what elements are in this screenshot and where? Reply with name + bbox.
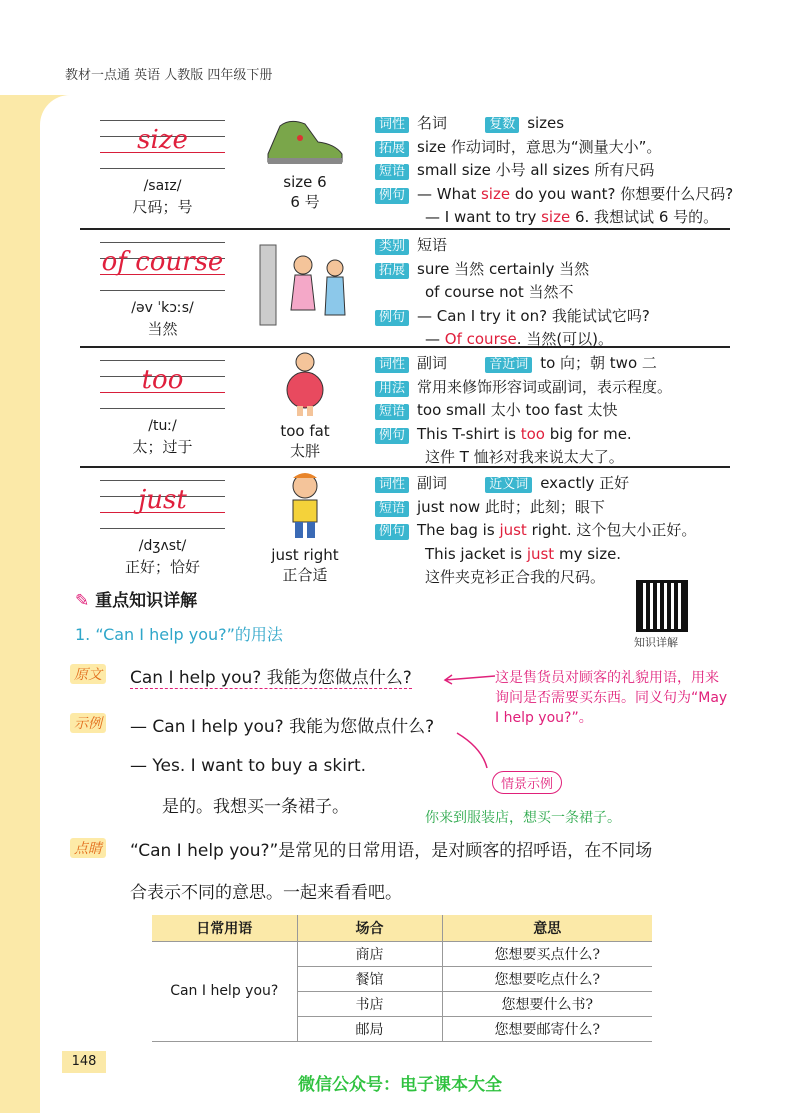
info-text: — I want to try bbox=[425, 208, 542, 226]
usage-table bbox=[152, 915, 652, 1042]
info-text: 6. 我想试试 6 号的。 bbox=[570, 208, 719, 226]
tag: 拓展 bbox=[375, 263, 409, 279]
table-cell-phrase: Can I help you? bbox=[152, 941, 297, 1041]
example-question: — Can I help you? 我能为您做点什么? bbox=[130, 717, 435, 737]
table-header: 场合 bbox=[297, 915, 442, 941]
info-text: do you want? 你想要什么尺码? bbox=[510, 184, 734, 203]
info-text: right. 这个包大小正好。 bbox=[526, 521, 697, 539]
illustration bbox=[255, 114, 355, 212]
info-text: size 作动词时，意思为“测量大小”。 bbox=[417, 137, 662, 156]
label-example: 示例 bbox=[70, 713, 106, 733]
word-meaning: 太；过于 bbox=[132, 438, 193, 456]
info-text: — bbox=[425, 330, 445, 348]
section-title bbox=[75, 586, 197, 611]
tag: 音近词 bbox=[485, 357, 532, 373]
fat-person-icon bbox=[275, 350, 335, 418]
word-meaning: 尺码；号 bbox=[132, 198, 193, 216]
illustration bbox=[255, 240, 355, 334]
info-text: 副词 bbox=[417, 474, 448, 492]
pic-caption-cn: 6 号 bbox=[290, 193, 320, 211]
tag: 词性 bbox=[375, 357, 409, 373]
highlight: size bbox=[541, 208, 571, 226]
pic-caption: just right bbox=[271, 546, 339, 564]
phonetic: /əv ˈkɔːs/ bbox=[131, 300, 194, 316]
info-text: exactly 正好 bbox=[540, 474, 630, 492]
table-cell: 书店 bbox=[297, 991, 442, 1016]
word-info bbox=[375, 234, 735, 352]
tag: 短语 bbox=[375, 501, 409, 517]
vocab-entry-size bbox=[80, 108, 734, 230]
highlight: Of course bbox=[444, 330, 517, 348]
arrow-icon bbox=[440, 668, 500, 688]
scene-text: 你来到服装店，想买一条裙子。 bbox=[425, 810, 621, 826]
table-cell: 您想要吃点什么? bbox=[442, 966, 652, 991]
scene-bubble: 情景示例 bbox=[492, 771, 562, 794]
tag: 用法 bbox=[375, 381, 409, 397]
footer-watermark: 微信公众号：电子课本大全 bbox=[298, 1075, 502, 1095]
table-header: 日常用语 bbox=[152, 915, 297, 941]
info-text: — What bbox=[417, 184, 481, 203]
original-text: Can I help you? 我能为您做点什么? bbox=[130, 663, 412, 689]
pic-caption-cn: 正合适 bbox=[282, 566, 328, 584]
shopping-scene-icon bbox=[255, 240, 355, 330]
highlight: size bbox=[480, 184, 511, 203]
illustration bbox=[255, 470, 355, 585]
highlight: just bbox=[526, 544, 555, 563]
arrow-icon bbox=[452, 728, 492, 773]
point-line-1: “Can I help you?”是常见的日常用语，是对顾客的招呼语，在不同场 bbox=[130, 841, 653, 861]
info-text: . 当然(可以)。 bbox=[516, 330, 614, 348]
info-text: to 向；朝 two 二 bbox=[540, 354, 657, 372]
word-info bbox=[375, 472, 735, 590]
word-meaning: 正好；恰好 bbox=[124, 558, 200, 576]
phonetic: /tuː/ bbox=[148, 418, 177, 434]
table-cell: 餐馆 bbox=[297, 966, 442, 991]
info-text: 短语 bbox=[417, 236, 448, 254]
word-box bbox=[100, 120, 225, 217]
pic-caption: size 6 bbox=[283, 173, 327, 191]
vocab-entry-of-course bbox=[80, 230, 730, 348]
tag: 类别 bbox=[375, 239, 409, 255]
word-box bbox=[100, 480, 225, 577]
tag: 例句 bbox=[375, 310, 409, 326]
info-text: 这件夹克衫正合我的尺码。 bbox=[425, 568, 606, 586]
table-cell: 商店 bbox=[297, 941, 442, 966]
vocab-word: size bbox=[137, 125, 188, 155]
highlight: too bbox=[520, 424, 545, 443]
tag: 词性 bbox=[375, 117, 409, 133]
vocab-word: of course bbox=[101, 247, 224, 277]
tag: 拓展 bbox=[375, 141, 409, 157]
tag: 例句 bbox=[375, 188, 409, 204]
table-cell: 您想要什么书? bbox=[442, 991, 652, 1016]
table-header: 意思 bbox=[442, 915, 652, 941]
pic-caption: too fat bbox=[280, 422, 330, 440]
tag: 近义词 bbox=[485, 477, 532, 493]
info-text: This T-shirt is bbox=[417, 424, 521, 443]
info-text: 常用来修饰形容词或副词，表示程度。 bbox=[417, 377, 673, 396]
example-answer-cn: 是的。我想买一条裙子。 bbox=[162, 797, 349, 817]
info-text: sizes bbox=[527, 114, 565, 132]
shoe-icon bbox=[260, 114, 350, 169]
qr-label: 知识详解 bbox=[634, 636, 678, 649]
tag: 例句 bbox=[375, 524, 409, 540]
info-text: sure 当然 certainly 当然 bbox=[417, 259, 590, 278]
vocab-entry-too bbox=[80, 348, 730, 468]
section-title-text: 重点知识详解 bbox=[95, 591, 198, 611]
tag: 短语 bbox=[375, 404, 409, 420]
label-original: 原文 bbox=[70, 664, 106, 684]
info-text: of course not 当然不 bbox=[425, 283, 574, 301]
info-text: too small 太小 too fast 太快 bbox=[417, 401, 618, 419]
tag: 词性 bbox=[375, 477, 409, 493]
table-cell: 您想要邮寄什么? bbox=[442, 1016, 652, 1041]
vocab-entry-just bbox=[80, 468, 730, 586]
illustration bbox=[255, 350, 355, 461]
boy-icon bbox=[275, 470, 335, 542]
info-text: 这件 T 恤衫对我来说太大了。 bbox=[425, 448, 624, 466]
table-row bbox=[152, 941, 652, 966]
info-text: big for me. bbox=[544, 424, 632, 443]
word-meaning: 当然 bbox=[147, 320, 178, 338]
word-box bbox=[100, 242, 225, 339]
vocab-word: too bbox=[141, 365, 184, 395]
label-point: 点睛 bbox=[70, 838, 106, 858]
highlight: just bbox=[499, 521, 527, 539]
point-line-2: 合表示不同的意思。一起来看看吧。 bbox=[130, 883, 402, 903]
qr-code-icon[interactable] bbox=[636, 580, 688, 632]
word-info bbox=[375, 352, 735, 470]
info-text: 副词 bbox=[417, 354, 448, 372]
info-text: just now 此时；此刻；眼下 bbox=[417, 497, 605, 516]
info-text: 名词 bbox=[417, 114, 448, 132]
tag: 例句 bbox=[375, 428, 409, 444]
info-text: my size. bbox=[554, 544, 622, 563]
phonetic: /saɪz/ bbox=[143, 178, 182, 194]
phonetic: /dʒʌst/ bbox=[138, 538, 187, 554]
table-cell: 邮局 bbox=[297, 1016, 442, 1041]
vocab-word: just bbox=[138, 485, 187, 515]
table-cell: 您想要买点什么? bbox=[442, 941, 652, 966]
note-text: 这是售货员对顾客的礼貌用语，用来询问是否需要买东西。同义句为“May I help you?”。 bbox=[495, 670, 728, 726]
page-number: 148 bbox=[62, 1051, 106, 1073]
book-header: 教材一点通 英语 人教版 四年级下册 bbox=[65, 68, 273, 83]
tag: 短语 bbox=[375, 164, 409, 180]
pic-caption-cn: 太胖 bbox=[289, 442, 320, 460]
subsection-title: 1. “Can I help you?”的用法 bbox=[75, 625, 283, 644]
word-info bbox=[375, 112, 735, 230]
example-answer: — Yes. I want to buy a skirt. bbox=[130, 756, 367, 776]
tag: 复数 bbox=[485, 117, 519, 133]
info-text: small size 小号 all sizes 所有尺码 bbox=[417, 161, 655, 179]
pencil-icon: ✎ bbox=[75, 591, 90, 611]
info-text: — Can I try it on? 我能试试它吗? bbox=[417, 306, 650, 325]
info-text: This jacket is bbox=[425, 544, 527, 563]
word-box bbox=[100, 360, 225, 457]
info-text: The bag is bbox=[417, 521, 500, 539]
